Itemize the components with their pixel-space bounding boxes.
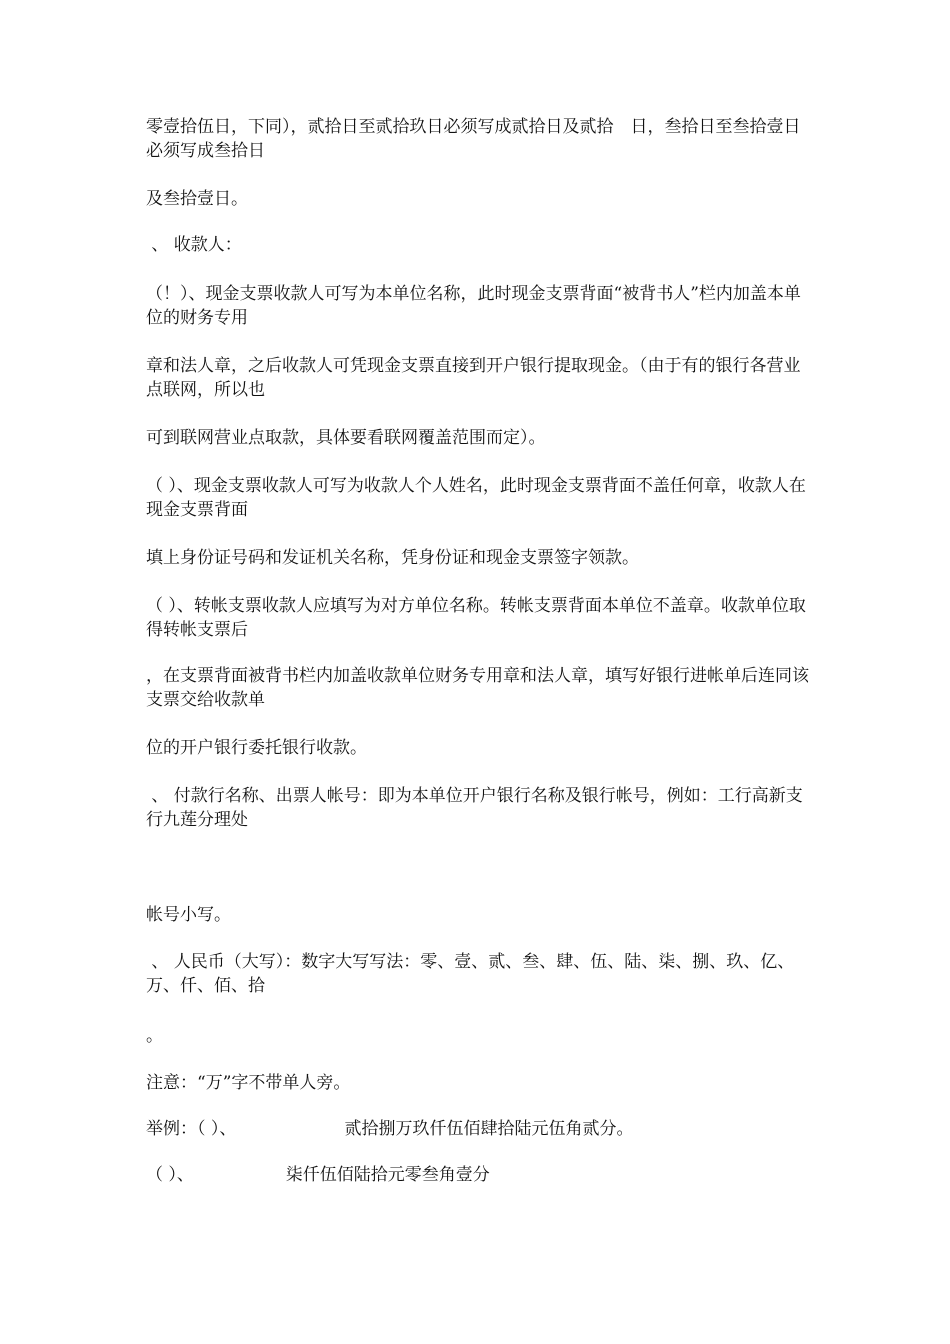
paragraph-6: 可到联网营业点取款，具体要看联网覆盖范围而定）。: [146, 428, 546, 448]
paragraph-16: 注意：“万”字不带单人旁。: [146, 1073, 351, 1093]
paragraph-2: 及叁拾壹日。: [146, 189, 248, 209]
paragraph-13: 帐号小写。: [146, 905, 231, 925]
paragraph-15: 。: [146, 1026, 163, 1046]
paragraph-17: 举例：（ ）、 贰拾捌万玖仟伍佰肆拾陆元伍角贰分。: [146, 1119, 634, 1139]
paragraph-1: 零壹拾伍日，下同），贰拾日至贰拾玖日必须写成贰拾日及贰拾 日，叁拾日至叁拾壹日必须写成叁拾日: [146, 117, 801, 161]
paragraph-10: ，在支票背面被背书栏内加盖收款单位财务专用章和法人章，填写好银行进帐单后连同该支票交给收款单: [146, 666, 809, 710]
paragraph-7: （ ）、现金支票收款人可写为收款人个人姓名，此时现金支票背面不盖任何章，收款人在现金支票背面: [146, 476, 806, 520]
paragraph-18: （ ）、 柒仟伍佰陆拾元零叁角壹分: [146, 1165, 490, 1185]
paragraph-5: 章和法人章，之后收款人可凭现金支票直接到开户银行提取现金。（由于有的银行各营业点联网，所以也: [146, 356, 801, 400]
paragraph-8: 填上身份证号码和发证机关名称，凭身份证和现金支票签字领款。: [146, 548, 639, 568]
paragraph-14: 、 人民币（大写）：数字大写写法：零、壹、贰、叁、肆、伍、陆、柒、捌、玖、亿、万、仟、佰、拾: [146, 952, 795, 996]
paragraph-3: 、 收款人：: [146, 235, 242, 255]
paragraph-9: （ ）、转帐支票收款人应填写为对方单位名称。转帐支票背面本单位不盖章。收款单位取得转帐支票后: [146, 596, 806, 640]
paragraph-11: 位的开户银行委托银行收款。: [146, 738, 367, 758]
paragraph-4: （！）、现金支票收款人可写为本单位名称，此时现金支票背面“被背书人”栏内加盖本单位的财务专用: [146, 284, 801, 328]
paragraph-12: 、 付款行名称、出票人帐号：即为本单位开户银行名称及银行帐号，例如：工行高新支行九莲分理处: [146, 786, 803, 830]
